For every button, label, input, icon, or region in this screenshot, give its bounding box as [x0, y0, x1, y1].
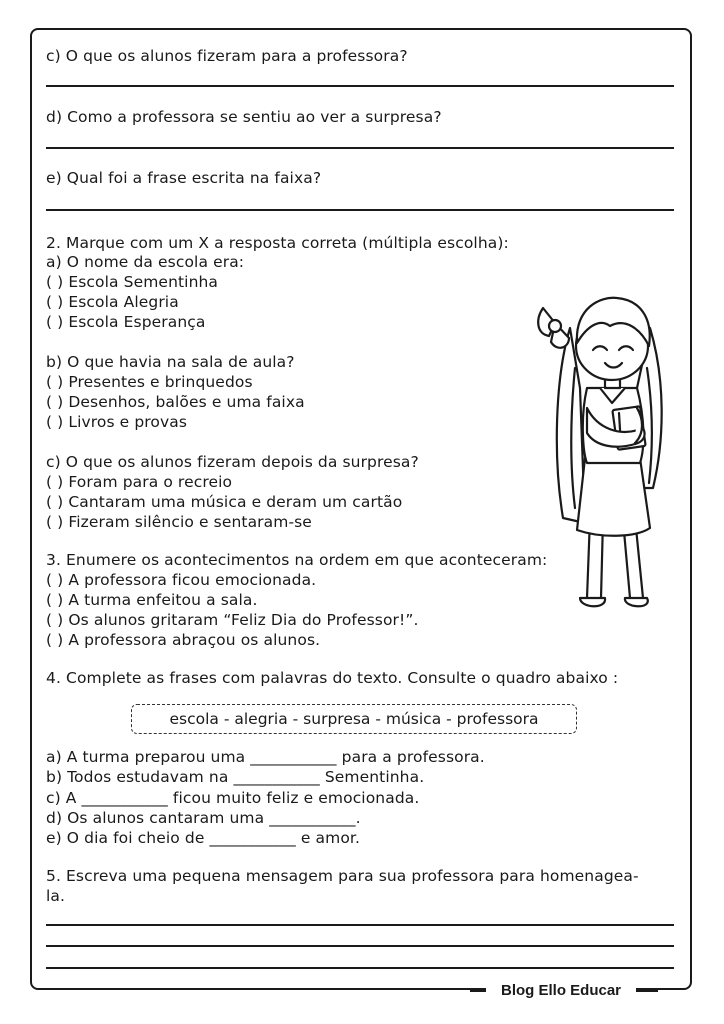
- answer-line-1c[interactable]: [46, 85, 674, 87]
- message-line-3[interactable]: [46, 967, 674, 969]
- sequence-item-3[interactable]: ( ) Os alunos gritaram “Feliz Dia do Professor!”.: [46, 611, 419, 629]
- fill-sentence-e[interactable]: e) O dia foi cheio de ___________ e amor.: [46, 829, 360, 847]
- option-2c-2[interactable]: ( ) Cantaram uma música e deram um cartão: [46, 493, 403, 511]
- fill-sentence-d[interactable]: d) Os alunos cantaram uma ___________.: [46, 809, 361, 827]
- fill-sentence-c[interactable]: c) A ___________ ficou muito feliz e emocionada.: [46, 789, 420, 807]
- sequence-item-2[interactable]: ( ) A turma enfeitou a sala.: [46, 591, 258, 609]
- question-4-title: 4. Complete as frases com palavras do texto. Consulte o quadro abaixo :: [46, 669, 619, 687]
- option-2c-3[interactable]: ( ) Fizeram silêncio e sentaram-se: [46, 513, 312, 531]
- option-2b-3[interactable]: ( ) Livros e provas: [46, 413, 188, 431]
- girl-holding-book-icon: [525, 268, 685, 628]
- question-5-title-line1: 5. Escreva uma pequena mensagem para sua professora para homenagea-: [46, 867, 639, 885]
- sequence-item-4[interactable]: ( ) A professora abraçou os alunos.: [46, 631, 321, 649]
- option-2a-3[interactable]: ( ) Escola Esperança: [46, 313, 206, 331]
- option-2b-1[interactable]: ( ) Presentes e brinquedos: [46, 373, 253, 391]
- option-2c-1[interactable]: ( ) Foram para o recreio: [46, 473, 233, 491]
- fill-sentence-a[interactable]: a) A turma preparou uma ___________ para a professora.: [46, 748, 485, 766]
- question-1c: c) O que os alunos fizeram para a professora?: [46, 47, 408, 65]
- answer-line-1e[interactable]: [46, 209, 674, 211]
- sequence-item-1[interactable]: ( ) A professora ficou emocionada.: [46, 571, 317, 589]
- footer-rule-right: [636, 990, 658, 992]
- question-1d: d) Como a professora se sentiu ao ver a surpresa?: [46, 108, 442, 126]
- word-bank: escola - alegria - surpresa - música - professora: [131, 704, 577, 734]
- question-2-title: 2. Marque com um X a resposta correta (múltipla escolha):: [46, 234, 509, 252]
- option-2b-2[interactable]: ( ) Desenhos, balões e uma faixa: [46, 393, 305, 411]
- question-2c: c) O que os alunos fizeram depois da surpresa?: [46, 453, 419, 471]
- question-2b: b) O que havia na sala de aula?: [46, 353, 295, 371]
- question-3-title: 3. Enumere os acontecimentos na ordem em que aconteceram:: [46, 551, 548, 569]
- message-line-2[interactable]: [46, 945, 674, 947]
- question-2a: a) O nome da escola era:: [46, 253, 245, 271]
- question-5-title-line2: la.: [46, 887, 66, 905]
- message-line-1[interactable]: [46, 924, 674, 926]
- option-2a-2[interactable]: ( ) Escola Alegria: [46, 293, 179, 311]
- footer-brand: Blog Ello Educar: [486, 980, 636, 1002]
- question-1e: e) Qual foi a frase escrita na faixa?: [46, 169, 322, 187]
- answer-line-1d[interactable]: [46, 147, 674, 149]
- footer-rule-left: [470, 990, 486, 992]
- fill-sentence-b[interactable]: b) Todos estudavam na ___________ Sementinha.: [46, 768, 425, 786]
- option-2a-1[interactable]: ( ) Escola Sementinha: [46, 273, 219, 291]
